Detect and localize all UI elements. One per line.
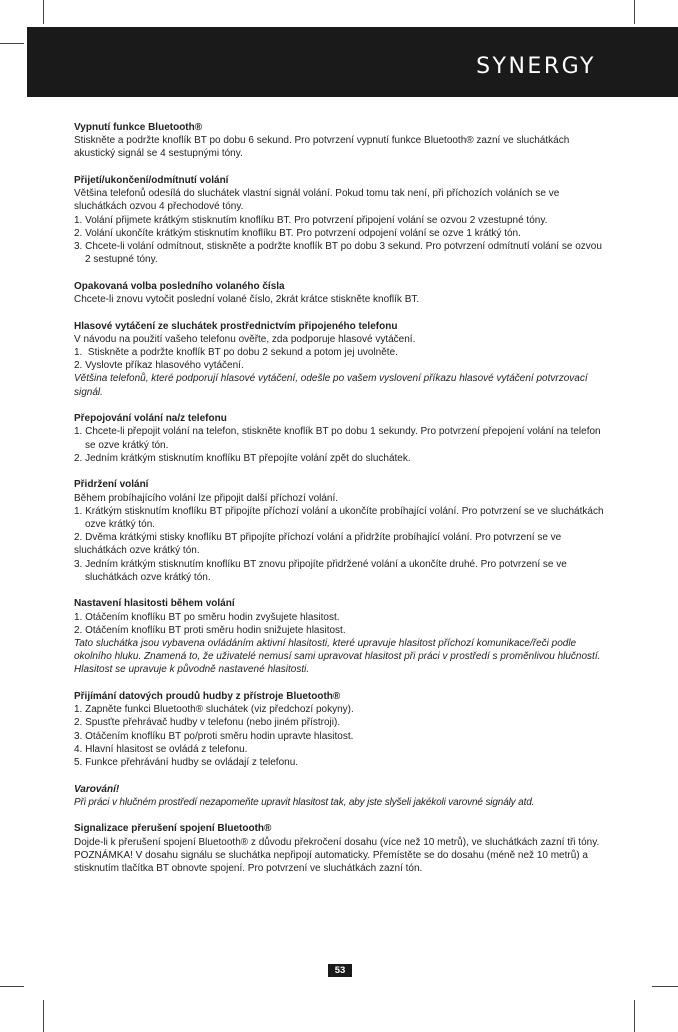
section-heading: Opakovaná volba posledního volaného čísla (74, 280, 285, 292)
section (74, 597, 606, 676)
section (74, 320, 606, 399)
section-heading: Přijímání datových proudů hudby z přístroje Bluetooth® (74, 691, 341, 703)
document-body (74, 121, 606, 889)
crop-mark (652, 986, 678, 987)
paragraph: V návodu na použití vašeho telefonu ověřte, zda podporuje hlasové vytáčení. (74, 333, 416, 345)
section (74, 412, 606, 465)
paragraph: POZNÁMKA! V dosahu signálu se sluchátka nepřipojí automaticky. Přemístěte se do dosahu (méně než 10 metrů) a stisknutím tlačítka BT obnovte spojení. Pro potvrzení ve sluchátkách zazní tón. (74, 849, 591, 875)
section (74, 121, 606, 161)
paragraph: 3. Otáčením knoflíku BT po/proti směru hodin upravte hlasitost. (74, 730, 354, 742)
crop-mark (43, 1000, 44, 1032)
paragraph: 2. Spusťte přehrávač hudby v telefonu (nebo jiném přístroji). (74, 717, 341, 729)
paragraph: Během probíhajícího volání lze připojit další příchozí volání. (74, 492, 339, 504)
crop-mark (0, 986, 24, 987)
italic-note: Většina telefonů, které podporují hlasové vytáčení, odešle po vašem vyslovení příkazu hlasové vytáčení potvrzovací signál. (74, 373, 591, 398)
list-item: 1. Chcete-li přepojit volání na telefon, stiskněte knoflík BT po dobu 1 sekundy. Pro potvrzení přepojení volání na telefon se ozve krátký tón. (74, 426, 604, 451)
section-heading: Nastavení hlasitosti během volání (74, 598, 235, 610)
section (74, 280, 606, 306)
paragraph: Stiskněte a podržte knoflík BT po dobu 6 sekund. Pro potvrzení vypnutí funkce Bluetooth® zazní ve sluchátkách akustický signál se 4 sestupnými tóny. (74, 135, 573, 160)
section-heading: Přidržení volání (74, 479, 149, 491)
sections-container (74, 121, 606, 769)
warning-title: Varování! (74, 783, 120, 795)
section-heading: Signalizace přerušení spojení Bluetooth® (74, 823, 272, 835)
list-item: 3. Chcete-li volání odmítnout, stiskněte a podržte knoflík BT po dobu 3 sekund. Pro potvrzení odmítnutí volání se ozvou 2 sestupné tóny. (74, 241, 605, 266)
list-item: 2. Volání ukončíte krátkým stisknutím knoflíku BT. Pro potvrzení odpojení volání se ozve 1 krátký tón. (74, 227, 521, 239)
list-item: 3. Jedním krátkým stisknutím knoflíku BT znovu připojíte přidržené volání a ukončíte druhé. Pro potvrzení se ve sluchátkách ozve krátký tón. (74, 558, 570, 583)
italic-note: Tato sluchátka jsou vybavena ovládáním aktivní hlasitosti, které upravuje hlasitost příchozí komunikace/řeči podle okolního hluku. Znamená to, že uživatelé nemusí sami upravovat hlasitost při práci v prostředí s proměnlivou hlučností. Hlasitost se upravuje k původně nastavené hlasitosti. (74, 638, 604, 676)
section-heading: Přijetí/ukončení/odmítnutí volání (74, 175, 229, 186)
connection-loss-section (74, 822, 606, 875)
crop-mark (634, 1000, 635, 1032)
section (74, 174, 606, 266)
paragraph: Chcete-li znovu vytočit poslední volané číslo, 2krát krátce stiskněte knoflík BT. (74, 294, 420, 306)
paragraph: Dojde-li k přerušení spojení Bluetooth® z důvodu překročení dosahu (více než 10 metrů), ve sluchátkách zazní tři tóny. (74, 836, 600, 848)
brand-logo: SYNERGY (476, 54, 596, 79)
section (74, 690, 606, 769)
paragraph: 2. Vyslovte příkaz hlasového vytáčení. (74, 360, 244, 372)
section-heading: Hlasové vytáčení ze sluchátek prostřednictvím připojeného telefonu (74, 320, 398, 332)
section-heading: Vypnutí funkce Bluetooth® (74, 122, 203, 133)
list-item: 2. Jedním krátkým stisknutím knoflíku BT přepojíte volání zpět do sluchátek. (74, 452, 411, 464)
paragraph: 1. Zapněte funkci Bluetooth® sluchátek (viz předchozí pokyny). (74, 704, 354, 716)
paragraph: Většina telefonů odesílá do sluchátek vlastní signál volání. Pokud tomu tak není, při příchozích voláních se ve sluchátkách ozvou 4 přechodové tóny. (74, 188, 563, 213)
paragraph: 2. Otáčením knoflíku BT proti směru hodin snižujete hlasitost. (74, 624, 346, 636)
paragraph: 2. Dvěma krátkými stisky knoflíku BT připojíte příchozí volání a přidržíte probíhající volání. Pro potvrzení se ve sluchátkách ozve krátký tón. (74, 532, 565, 557)
warning-section (74, 783, 606, 809)
crop-mark (634, 0, 635, 24)
section (74, 478, 606, 584)
paragraph: 1. Otáčením knoflíku BT po směru hodin zvyšujete hlasitost. (74, 611, 340, 623)
crop-mark (43, 0, 44, 24)
list-item: 1. Krátkým stisknutím knoflíku BT připojíte příchozí volání a ukončíte probíhající volání. Pro potvrzení se ve sluchátkách ozve krátký tón. (74, 505, 607, 531)
warning-text: Při práci v hlučném prostředí nezapomeňte upravit hlasitost tak, aby jste slyšeli jakékoli varovné signály atd. (74, 796, 535, 808)
section-heading: Přepojování volání na/z telefonu (74, 413, 227, 425)
paragraph: 1. Stiskněte a podržte knoflík BT po dobu 2 sekund a potom jej uvolněte. (74, 347, 398, 359)
paragraph: 5. Funkce přehrávání hudby se ovládají z telefonu. (74, 757, 299, 769)
list-item: 1. Volání přijmete krátkým stisknutím knoflíku BT. Pro potvrzení připojení volání se ozvou 2 vzestupné tóny. (74, 214, 548, 226)
page-number: 53 (328, 964, 352, 977)
crop-mark (0, 43, 24, 44)
paragraph: 4. Hlavní hlasitost se ovládá z telefonu. (74, 743, 248, 755)
